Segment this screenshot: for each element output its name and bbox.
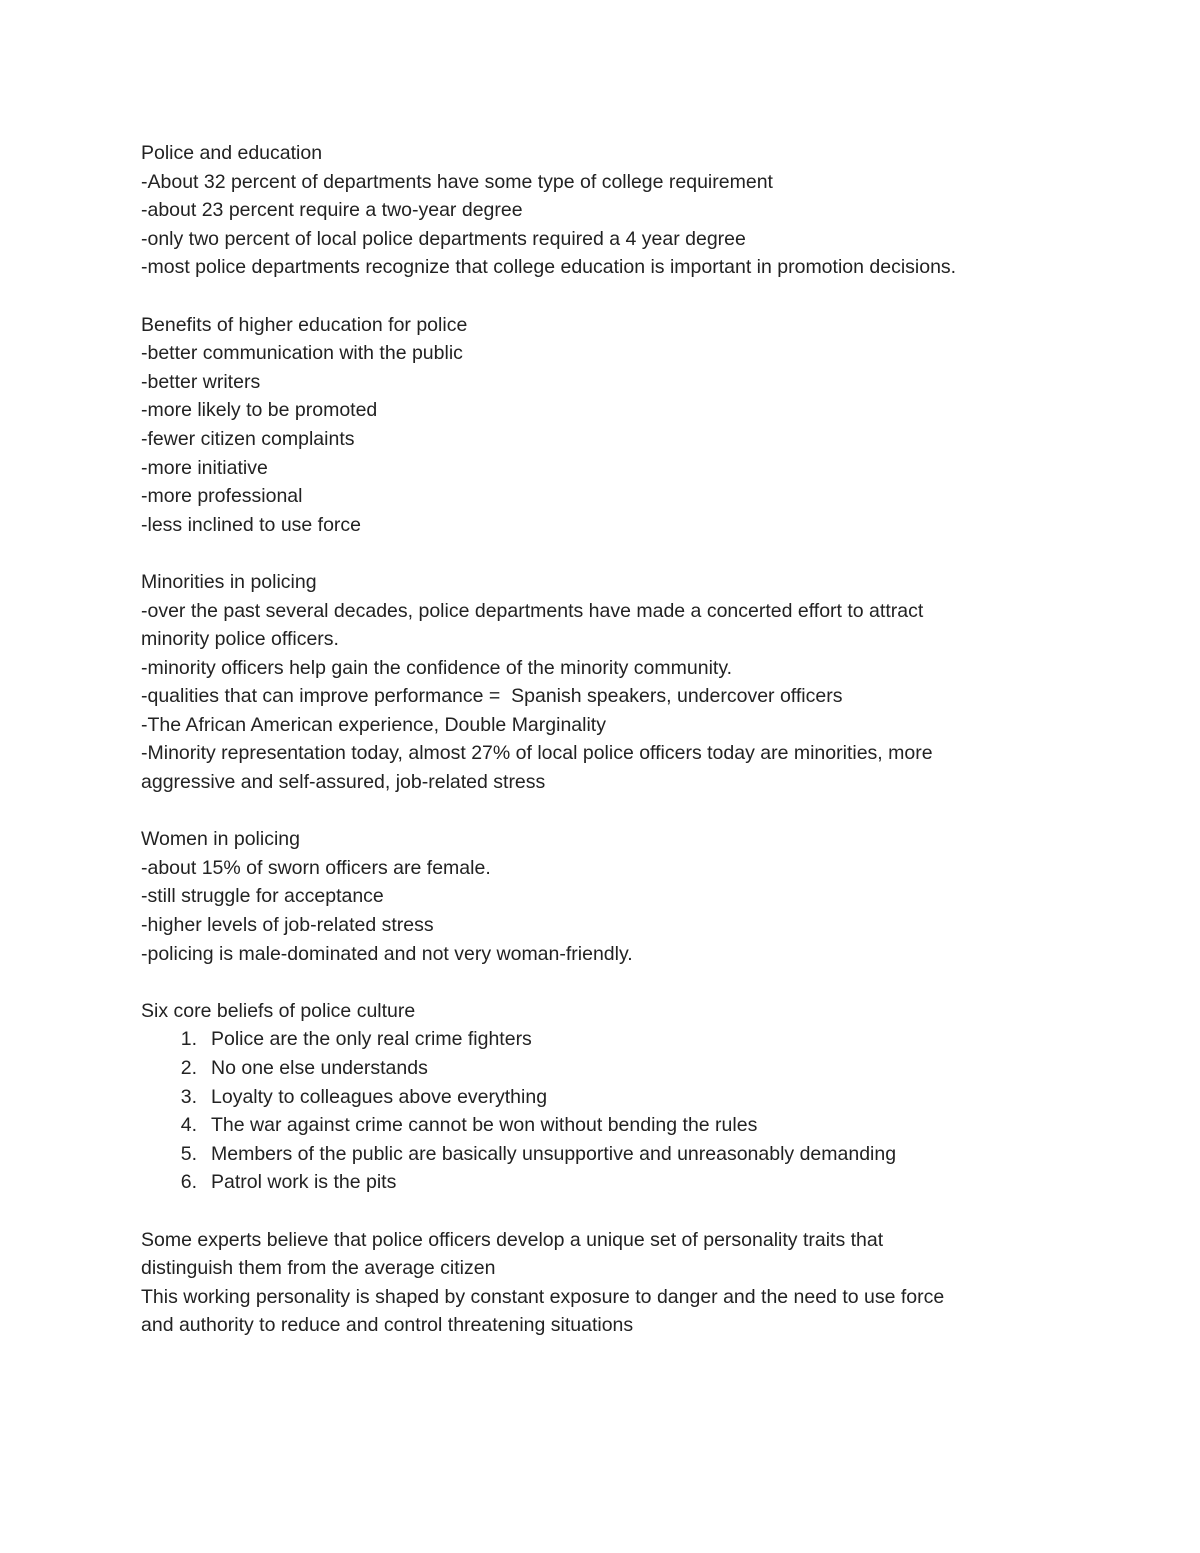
text-line: and authority to reduce and control threatening situations — [141, 1314, 634, 1337]
text-line: -The African American experience, Double Marginality — [141, 713, 606, 736]
text-line: -fewer citizen complaints — [141, 427, 355, 450]
paragraph-gap — [141, 1197, 1061, 1226]
text-line: minority police officers. — [141, 628, 339, 651]
text-line: -only two percent of local police departments required a 4 year degree — [141, 227, 746, 250]
list-item-text: Patrol work is the pits — [211, 1171, 397, 1194]
section-heading: Benefits of higher education for police — [141, 313, 468, 336]
text-line: -policing is male-dominated and not very woman-friendly. — [141, 942, 633, 965]
list-number: 5. — [180, 1142, 197, 1165]
text-line: Some experts believe that police officers develop a unique set of personality traits that — [141, 1228, 884, 1251]
text-line: -higher levels of job-related stress — [141, 914, 434, 937]
text-line: -about 23 percent require a two-year degree — [141, 199, 523, 222]
list-item — [141, 1054, 1061, 1083]
document-body — [141, 139, 1061, 1340]
list-number: 6. — [180, 1171, 197, 1194]
section-culture — [141, 997, 1061, 1197]
text-line: -most police departments recognize that college education is important in promotion decisions. — [141, 256, 957, 279]
section-heading: Women in policing — [141, 828, 300, 851]
text-line: -better communication with the public — [141, 342, 463, 365]
list-item-text: The war against crime cannot be won without bending the rules — [211, 1114, 758, 1137]
paragraph-gap — [141, 797, 1061, 826]
paragraph-gap — [141, 968, 1061, 997]
section-heading: Minorities in policing — [141, 570, 317, 593]
list-item — [141, 1083, 1061, 1112]
section-minorities — [141, 568, 1061, 797]
text-line: -less inclined to use force — [141, 513, 362, 536]
list-item-text: No one else understands — [211, 1057, 428, 1079]
text-line: -about 15% of sworn officers are female. — [141, 856, 491, 879]
text-line: -qualities that can improve performance = Spanish speakers, undercover officers — [141, 685, 843, 708]
list-item-text: Police are the only real crime fighters — [211, 1028, 532, 1051]
section-women — [141, 825, 1061, 968]
list-item — [141, 1111, 1061, 1140]
text-line: -minority officers help gain the confidence of the minority community. — [141, 656, 733, 679]
text-line: aggressive and self-assured, job-related stress — [141, 771, 546, 794]
list-item-text: Loyalty to colleagues above everything — [211, 1085, 548, 1108]
list-number: 3. — [180, 1085, 197, 1108]
list-number: 2. — [180, 1057, 197, 1079]
section-heading: Police and education — [141, 142, 323, 164]
list-number: 1. — [180, 1028, 197, 1051]
list-item — [141, 1168, 1061, 1197]
text-line: This working personality is shaped by constant exposure to danger and the need to use force — [141, 1285, 945, 1308]
text-line: -better writers — [141, 370, 261, 393]
list-number: 4. — [180, 1114, 197, 1137]
paragraph-gap — [141, 539, 1061, 568]
paragraph-gap — [141, 282, 1061, 311]
text-line: -more professional — [141, 485, 303, 508]
text-line: -still struggle for acceptance — [141, 885, 384, 908]
text-line: -more initiative — [141, 456, 268, 479]
text-line: -About 32 percent of departments have some type of college requirement — [141, 170, 773, 193]
text-line: -Minority representation today, almost 27% of local police officers today are minorities, more — [141, 742, 933, 765]
list-item — [141, 1140, 1061, 1169]
text-line: distinguish them from the average citizen — [141, 1257, 496, 1280]
section-heading: Six core beliefs of police culture — [141, 999, 416, 1022]
core-beliefs-list — [141, 1025, 1061, 1197]
text-line: -more likely to be promoted — [141, 399, 378, 422]
list-item-text: Members of the public are basically unsupportive and unreasonably demanding — [211, 1142, 897, 1165]
text-line: -over the past several decades, police departments have made a concerted effort to attract — [141, 599, 924, 622]
section-education — [141, 139, 1061, 282]
section-benefits — [141, 311, 1061, 540]
section-personality — [141, 1226, 1061, 1340]
list-item — [141, 1025, 1061, 1054]
